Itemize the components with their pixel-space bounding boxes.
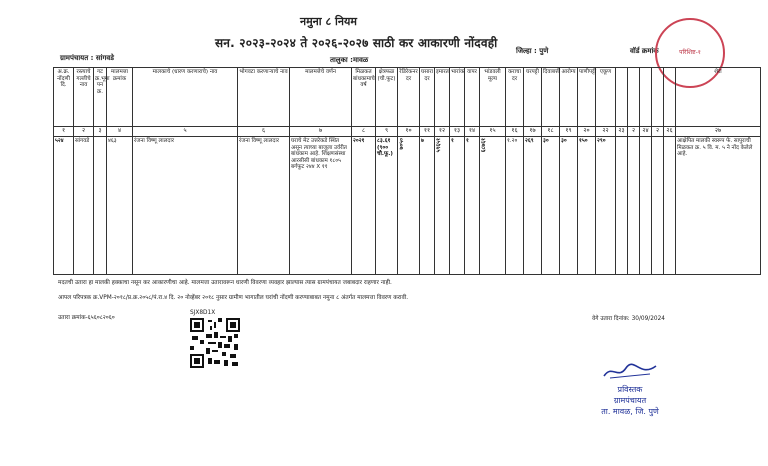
use-factor: १ [465, 137, 480, 275]
light-tax: ३० [542, 137, 560, 275]
col-num: २ [74, 127, 94, 137]
col-num: ७ [290, 127, 352, 137]
footer-note-2: आपल परिपत्रक क्र.VPM-२०१८/प्र.क्र.२०५८/पं.रा.४ दि. २० नोव्हेंबर २०१८ नुसार ग्रामीण भागातील घरांची नोंदणी करण्याबाबत नमुना ८ अंतर्गत मालमत्ता विवरण करावी. [58, 295, 409, 301]
footer-note-1: मदतची उतारा हा मालकी हक्काचा नसून कर आकारणीचा आहे. मालमत्ता उतारावरून धारणी विवरणा व्यवहार झाल्यास त्यास ग्रामपंचायत जबाबदार राहणार नाही. [58, 280, 392, 286]
col-num: ३ [94, 127, 107, 137]
header-cell: एकूण [596, 68, 616, 127]
header-cell: घसारा दर [420, 68, 435, 127]
col-num: ८ [352, 127, 376, 137]
header-cell: इमारत [435, 68, 450, 127]
col-num: २७ [676, 127, 761, 137]
header-cell: भारांक [450, 68, 465, 127]
issue-date: वेगे उतारा दिनांक: 30/09/2024 [592, 316, 665, 322]
col-num: १३ [450, 127, 465, 137]
header-cell: रेडिरेकनर दर [398, 68, 420, 127]
col-num: २६ [664, 127, 676, 137]
stamp-line-2: ग्रामपंचायत [613, 396, 647, 405]
blank-cell [664, 137, 676, 275]
col-num: १ [54, 127, 74, 137]
header-cell [616, 68, 628, 127]
header-cell: मालकाचे (धारण करणाराचे) नाव [133, 68, 238, 127]
col-num: १२ [435, 127, 450, 137]
remarks: आक्षेपित मालकी स्वरूप फे. सापुराची मिळकत क्र. ५ वि. म. ५ ने नोंद केलेले आहे. [676, 137, 761, 275]
blank-cell [652, 137, 664, 275]
form-title: नमुना ८ नियम [300, 15, 357, 28]
house-tax: २६९ [524, 137, 542, 275]
header-cell: दिवाबत्ती [542, 68, 560, 127]
table-row [54, 137, 761, 275]
col-num: २२ [596, 127, 616, 137]
col-num: २३ [616, 127, 628, 137]
header-cell: कराचा दर [506, 68, 524, 127]
header-cell: गट क्र.भूमा पन क्र. [94, 68, 107, 127]
owner-name: रंजना विष्णू लालदार [133, 137, 238, 275]
tax-rate: १.२० [506, 137, 524, 275]
header-cell: क्षेत्रफळ (चौ.फूट) [376, 68, 398, 127]
property-description: घराचे मेट उत्तरेकडे स्थित असून त्याच्या बाजूला उर्वरीत बांधकाम आहे. शिक्षणसंस्था आरसीसी बांधकाम १८०५ बर्गफूट २४४ X ११ [290, 137, 352, 275]
entry-no: ५२४ [54, 137, 74, 275]
building-value [435, 137, 450, 275]
col-num: १० [398, 127, 420, 137]
serial-number: उतारा क्रमांक-६५६०८२०६० [58, 315, 115, 321]
header-cell: मिळकत बांधकामाचे वर्ष [352, 68, 376, 127]
col-num: १८ [542, 127, 560, 137]
gram-panchayat: ग्रामपंचायत : सांगवडे [60, 54, 115, 62]
official-stamp [600, 360, 660, 417]
blank-cell [640, 137, 652, 275]
district: जिल्हा : पुणे [516, 47, 549, 55]
col-num: १४ [465, 127, 480, 137]
depreciation: ७ [420, 137, 435, 275]
ward: वॉर्ड क्रमांक [630, 47, 659, 55]
header-cell: मालमत्तेचे वर्णन [290, 68, 352, 127]
road-name: सांगवडे [74, 137, 94, 275]
header-cell: भोगवटा करणाऱ्याचे नाव [238, 68, 290, 127]
stamp-line-3: ता. मावळ, जि. पुणे [601, 407, 659, 416]
weightage: १ [450, 137, 465, 275]
header-cell [652, 68, 664, 127]
capital-value-text: ६८७६१ [481, 138, 487, 153]
col-num: ६ [238, 127, 290, 137]
form-subtitle: सन. २०२३-२०२४ ते २०२६-२०२७ साठी कर आकारणी नोंदवही [215, 36, 498, 50]
header-cell [640, 68, 652, 127]
health-tax: ३० [560, 137, 578, 275]
total-tax: २९० [596, 137, 616, 275]
header-cell [628, 68, 640, 127]
rate-value: ७०५० [399, 138, 405, 150]
area: ८३.६१ (९०० चौ.फू.) [376, 137, 398, 275]
col-num: १५ [480, 127, 506, 137]
header-cell: आरोग्य [560, 68, 578, 127]
col-num: २ [652, 127, 664, 137]
header-cell: रस्त्याचे गल्लीचे नाव [74, 68, 94, 127]
qr-id: SJX8D1X [190, 310, 216, 316]
header-cell: पाणीपट्टी [578, 68, 596, 127]
header-row [54, 68, 761, 127]
col-num: २४ [640, 127, 652, 137]
header-cell: घरपट्टी [524, 68, 542, 127]
signature-icon [600, 360, 660, 382]
gat-no [94, 137, 107, 275]
taluka: तालुका :मावळ [330, 56, 369, 64]
seal-text: परिशिष्ट-१ [679, 49, 701, 56]
ready-reckoner-rate [398, 137, 420, 275]
stamp-line-1: प्रविस्तक [617, 385, 643, 394]
blank-cell [616, 137, 628, 275]
col-num: ५ [133, 127, 238, 137]
blank-cell [628, 137, 640, 275]
header-cell: शेरा [676, 68, 761, 127]
col-num: १९ [560, 127, 578, 137]
col-num: ४ [107, 127, 133, 137]
col-num: १६ [506, 127, 524, 137]
header-cell: भांडवली मूल्य [480, 68, 506, 127]
water-tax: १५० [578, 137, 596, 275]
assessment-register-table [53, 67, 761, 275]
col-num: २० [578, 127, 596, 137]
col-num: ९ [376, 127, 398, 137]
qr-code [190, 318, 240, 368]
header-cell: वापर [465, 68, 480, 127]
header-cell: मालमत्ता क्रमांक [107, 68, 133, 127]
col-num: २ [628, 127, 640, 137]
capital-value [480, 137, 506, 275]
building-value-text: ५९६५१ [436, 138, 442, 153]
header-cell: अ.क्र. नोंदणी दि. [54, 68, 74, 127]
col-num: १७ [524, 127, 542, 137]
header-cell [664, 68, 676, 127]
occupant-name: रंजना विष्णू लालदार [238, 137, 290, 275]
column-number-row [54, 127, 761, 137]
construction-year: २०२१ [352, 137, 376, 275]
property-no: ४६३ [107, 137, 133, 275]
col-num: ११ [420, 127, 435, 137]
